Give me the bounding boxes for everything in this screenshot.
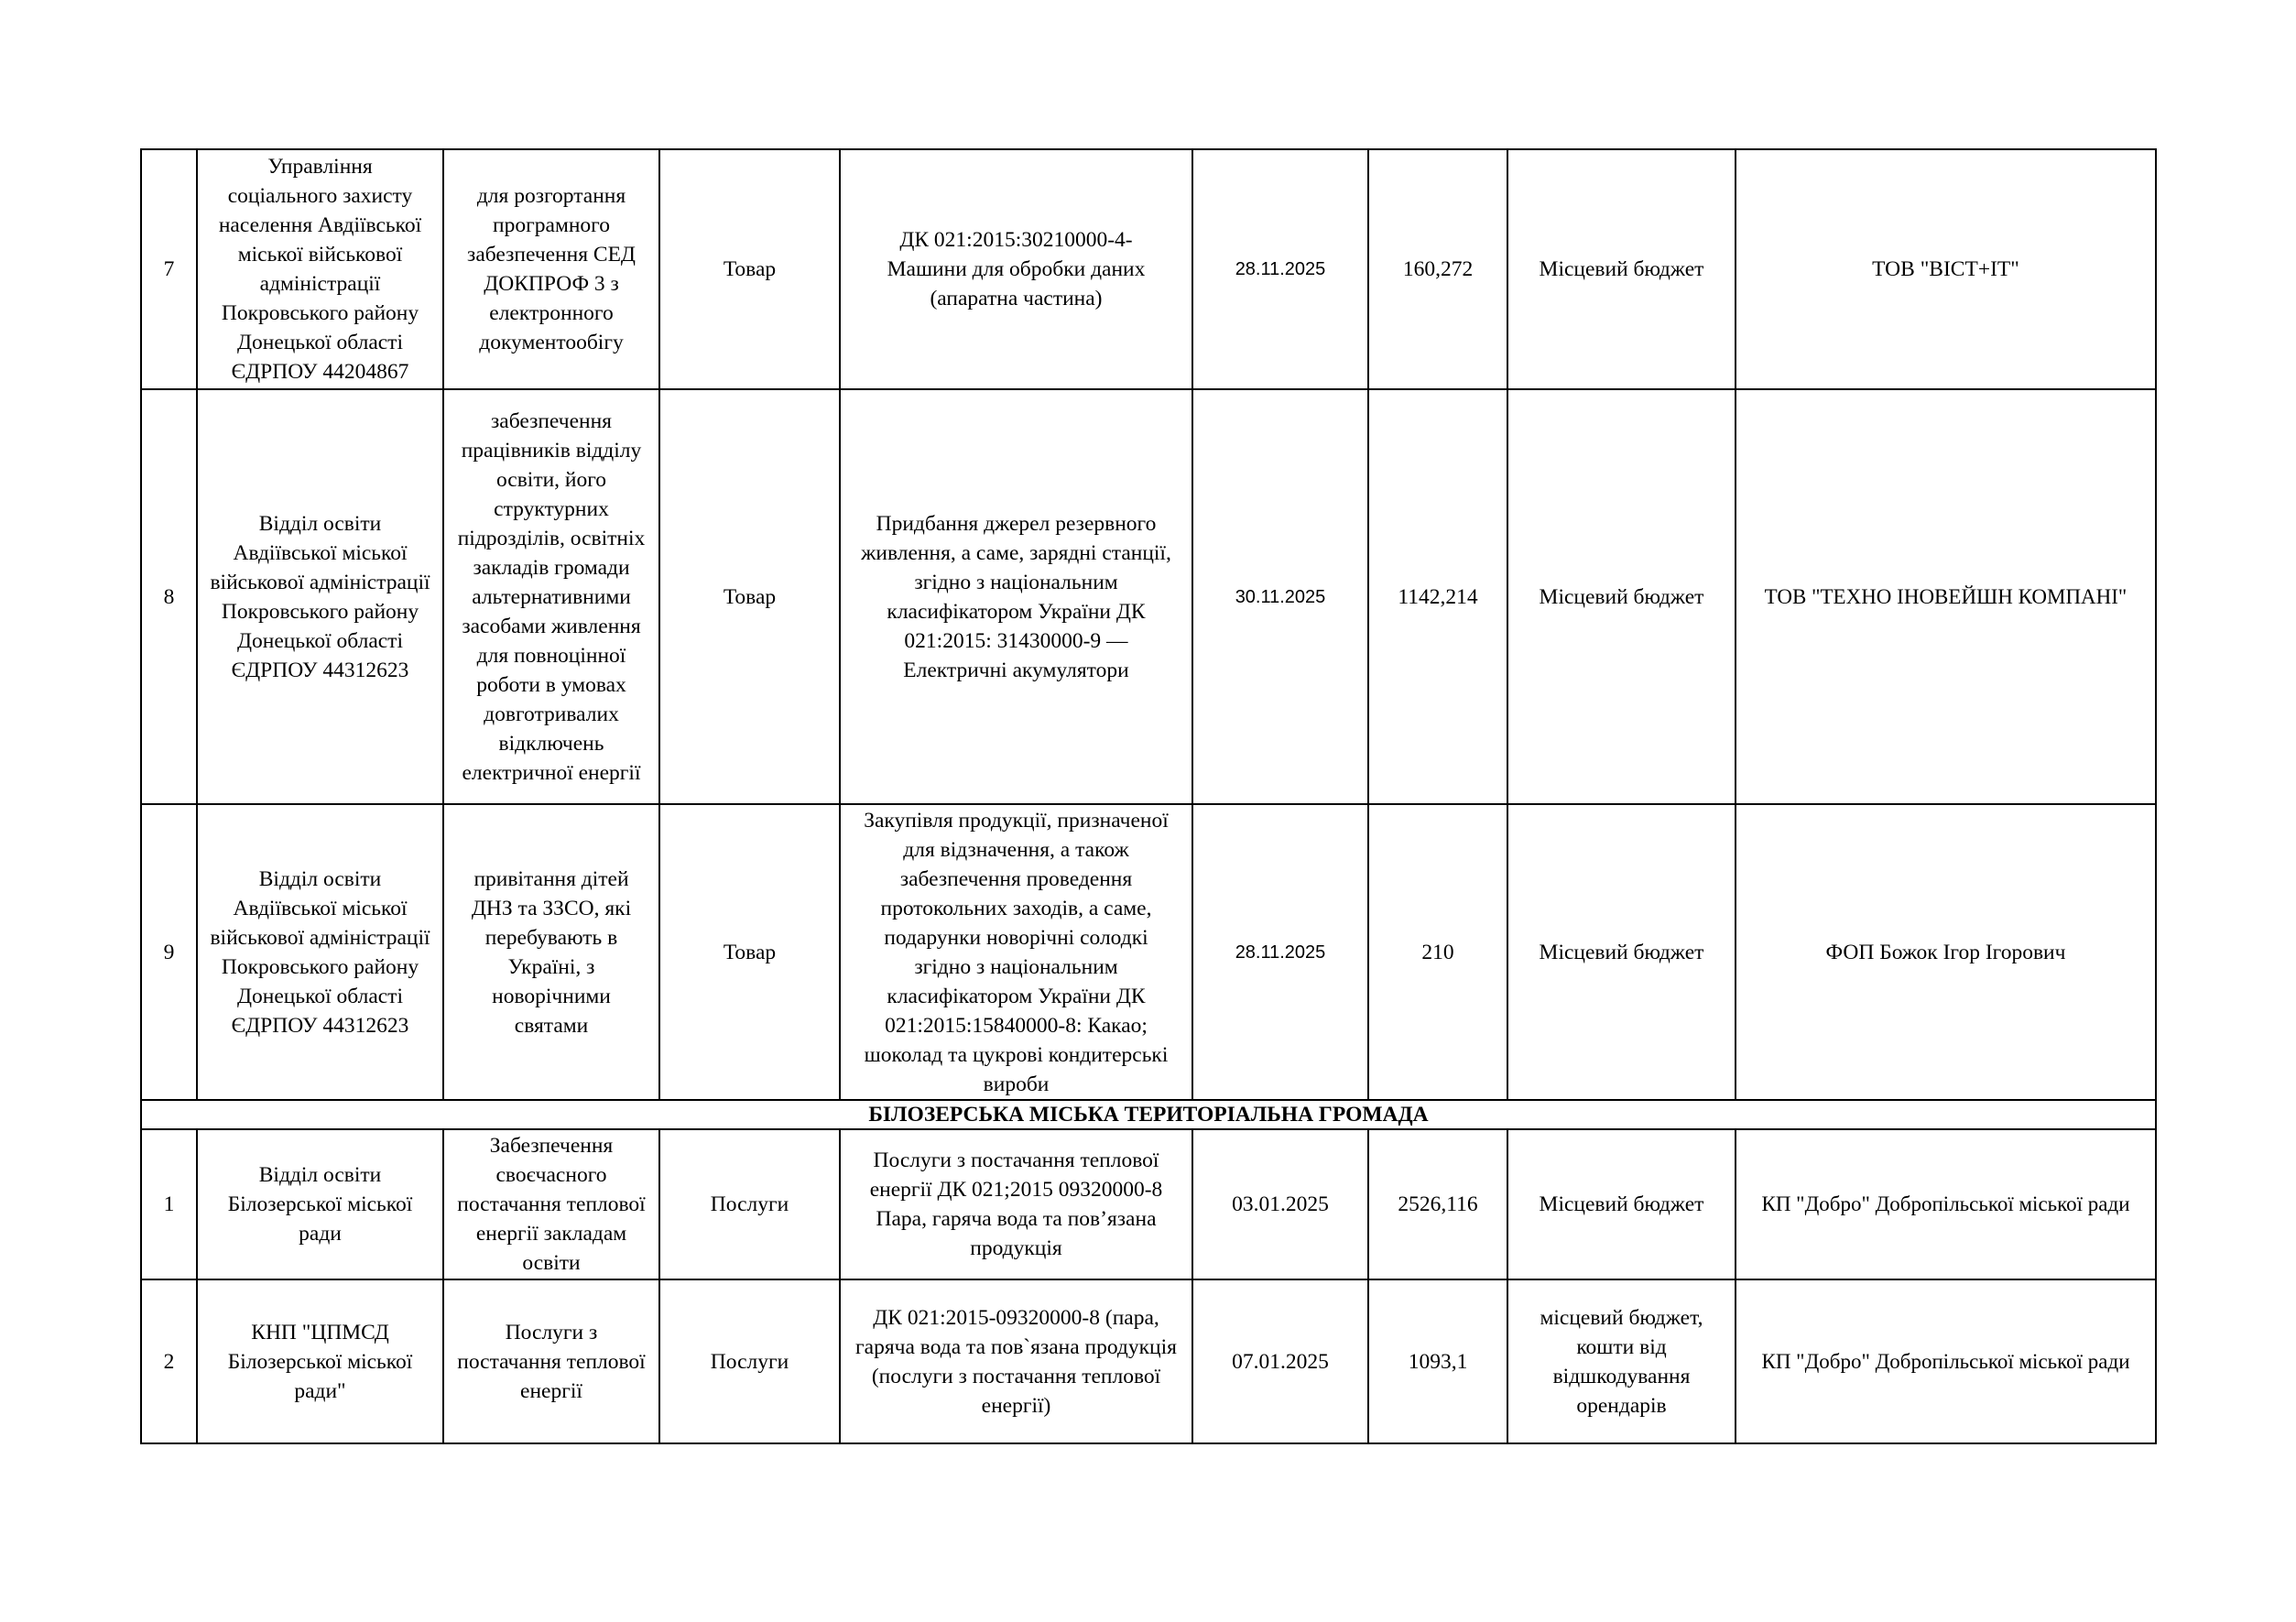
procurement-type-cell: Послуги xyxy=(659,1129,840,1279)
purpose-cell: Забезпечення своєчасного постачання теплової енергії закладам освіти xyxy=(443,1129,659,1279)
procurement-type-cell: Послуги xyxy=(659,1279,840,1443)
subject-cell: Закупівля продукції, призначеної для відзначення, а також забезпечення проведення протокольних заходів, а саме, подарунки новорічні солодкі згідно з національним класифікатором України ДК 021:2015:15840000-8: Какао; шоколад та цукрові кондитерські вироби xyxy=(840,804,1192,1100)
supplier-cell: КП "Добро" Добропільської міської ради xyxy=(1736,1279,2156,1443)
customer-cell: КНП "ЦПМСД Білозерської міської ради" xyxy=(197,1279,443,1443)
purpose-cell: Послуги з постачання теплової енергії xyxy=(443,1279,659,1443)
subject-cell: Послуги з постачання теплової енергії ДК 021;2015 09320000-8 Пара, гаряча вода та пов’язана продукція xyxy=(840,1129,1192,1279)
subject-cell: Придбання джерел резервного живлення, а саме, зарядні станції, згідно з національним класифікатором України ДК 021:2015: 31430000-9 — Електричні акумулятори xyxy=(840,389,1192,804)
purpose-cell: для розгортання програмного забезпечення СЕД ДОКПРОФ 3 з електронного документообігу xyxy=(443,149,659,389)
purpose-cell: привітання дітей ДНЗ та ЗЗСО, які перебувають в Україні, з новорічними святами xyxy=(443,804,659,1100)
subject-cell: ДК 021:2015:30210000-4- Машини для обробки даних (апаратна частина) xyxy=(840,149,1192,389)
row-number: 1 xyxy=(141,1129,197,1279)
purpose-cell: забезпечення працівників відділу освіти, його структурних підрозділів, освітніх закладів громади альтернативними засобами живлення для повноцінної роботи в умовах довготривалих відключень електричної енергії xyxy=(443,389,659,804)
procurement-table xyxy=(140,148,2157,1444)
amount-cell: 160,272 xyxy=(1368,149,1507,389)
date-cell: 07.01.2025 xyxy=(1192,1279,1368,1443)
funding-source-cell: Місцевий бюджет xyxy=(1507,804,1736,1100)
supplier-cell: КП "Добро" Добропільської міської ради xyxy=(1736,1129,2156,1279)
table-row xyxy=(141,149,2156,389)
customer-cell: Відділ освіти Авдіївської міської військової адміністрації Покровського району Донецької області ЄДРПОУ 44312623 xyxy=(197,804,443,1100)
section-title: БІЛОЗЕРСЬКА МІСЬКА ТЕРИТОРІАЛЬНА ГРОМАДА xyxy=(141,1100,2156,1129)
amount-cell: 1142,214 xyxy=(1368,389,1507,804)
date-cell: 28.11.2025 xyxy=(1192,149,1368,389)
funding-source-cell: Місцевий бюджет xyxy=(1507,149,1736,389)
row-number: 7 xyxy=(141,149,197,389)
procurement-type-cell: Товар xyxy=(659,149,840,389)
date-cell: 30.11.2025 xyxy=(1192,389,1368,804)
date-cell: 03.01.2025 xyxy=(1192,1129,1368,1279)
row-number: 8 xyxy=(141,389,197,804)
row-number: 2 xyxy=(141,1279,197,1443)
amount-cell: 210 xyxy=(1368,804,1507,1100)
customer-cell: Відділ освіти Білозерської міської ради xyxy=(197,1129,443,1279)
procurement-table-page xyxy=(140,148,2155,1444)
table-row xyxy=(141,804,2156,1100)
table-row xyxy=(141,1129,2156,1279)
table-row xyxy=(141,1279,2156,1443)
procurement-type-cell: Товар xyxy=(659,389,840,804)
table-row xyxy=(141,389,2156,804)
customer-cell: Відділ освіти Авдіївської міської військової адміністрації Покровського району Донецької області ЄДРПОУ 44312623 xyxy=(197,389,443,804)
funding-source-cell: Місцевий бюджет xyxy=(1507,389,1736,804)
supplier-cell: ФОП Божок Ігор Ігорович xyxy=(1736,804,2156,1100)
amount-cell: 2526,116 xyxy=(1368,1129,1507,1279)
amount-cell: 1093,1 xyxy=(1368,1279,1507,1443)
procurement-type-cell: Товар xyxy=(659,804,840,1100)
section-header-row xyxy=(141,1100,2156,1129)
row-number: 9 xyxy=(141,804,197,1100)
customer-cell: Управління соціального захисту населення Авдіївської міської військової адміністрації Покровського району Донецької області ЄДРПОУ 44204867 xyxy=(197,149,443,389)
supplier-cell: ТОВ "ТЕХНО ІНОВЕЙШН КОМПАНІ" xyxy=(1736,389,2156,804)
date-cell: 28.11.2025 xyxy=(1192,804,1368,1100)
subject-cell: ДК 021:2015-09320000-8 (пара, гаряча вода та пов`язана продукція (послуги з постачання теплової енергії) xyxy=(840,1279,1192,1443)
funding-source-cell: місцевий бюджет, кошти від відшкодування орендарів xyxy=(1507,1279,1736,1443)
funding-source-cell: Місцевий бюджет xyxy=(1507,1129,1736,1279)
supplier-cell: ТОВ "ВІСТ+ІТ" xyxy=(1736,149,2156,389)
